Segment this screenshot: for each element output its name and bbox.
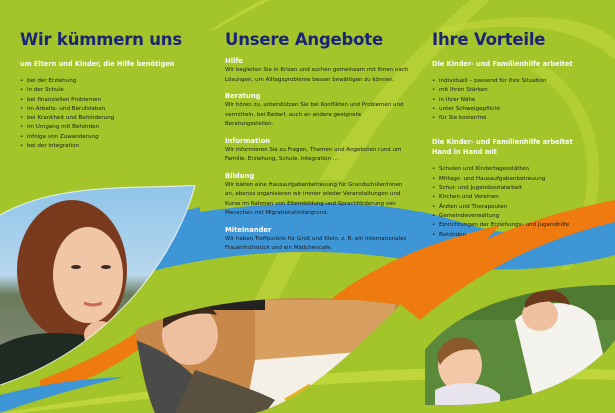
list-item: • bei der Erziehung: [20, 77, 205, 86]
section-text: Wir informieren Sie zu Fragen, Themen und Angeboten rund um Familie, Erziehung, Schule, Integration ...: [225, 146, 402, 162]
list-item: • bei finanziellen Problemen: [20, 96, 205, 105]
column-ihre-vorteile: [432, 30, 612, 240]
column3-title: Ihre Vorteile: [432, 30, 546, 49]
section-heading: Miteinander: [225, 225, 272, 234]
list-item: • Mittags- und Hausaufgabenbetreuung: [432, 175, 612, 184]
column1-subtitle: um Eltern und Kinder, die Hilfe benötigen: [20, 60, 175, 68]
section-bildung: [225, 171, 410, 219]
column3-list-1: [432, 77, 612, 123]
section-text: Wir hören zu, unterstützen Sie bei Konflikten und Problemen und vermitteln, bei Bedarf, auch an andere geeignete Beratungsstellen.: [225, 102, 404, 127]
column1-list: [20, 77, 205, 151]
section-heading: Hilfe: [225, 57, 243, 65]
list-item: • mit Ihren Stärken: [432, 86, 612, 95]
list-item: • für Sie kostenfrei: [432, 114, 612, 123]
section-heading: Beratung: [225, 92, 261, 100]
mother-daughter-photo: [425, 280, 615, 405]
column3-list-2: [432, 165, 612, 239]
list-item: • Kirchen und Vereinen: [432, 193, 612, 202]
list-item: • Einrichtungen der Erziehungs- und Jugendhilfe: [432, 221, 612, 230]
column1-title: Wir kümmern uns: [20, 30, 182, 49]
list-item: • im Umgang mit Behörden: [20, 123, 205, 132]
column2-title: Unsere Angebote: [225, 30, 383, 49]
list-item: • infolge von Zuwanderung: [20, 133, 205, 142]
column3-subtitle-2: [432, 137, 612, 157]
list-item: • unter Schweigepflicht: [432, 105, 612, 114]
list-item: • Schul- und Jugendsozialarbeit: [432, 184, 612, 193]
boy-homework-photo: [135, 290, 400, 413]
list-item: • in der Schule: [20, 86, 205, 95]
section-text: Wir begleiten Sie in Krisen und suchen gemeinsam mit Ihnen nach Lösungen, um Alltagsprobleme besser bewältigen zu können.: [225, 67, 409, 83]
section-text: Wir bieten eine Hausaufgabenbetreuung für Grundschüler/innen an, ebenso organisieren wir immer wieder Veranstaltungen und Kurse im Rahmen von Elternbildung und Sprachförderung von Menschen mit Migrationshintergrund.: [225, 181, 403, 216]
list-item: • Ärzten und Therapeuten: [432, 203, 612, 212]
column-wir-kuemmern-uns: [20, 30, 205, 151]
section-text: Wir haben Treffpunkte für Groß und Klein, z. B. ein internationales Frauenfrühstück und ein Mädchencafe.: [225, 235, 407, 251]
list-item: • individuell – passend für Ihre Situation: [432, 77, 612, 86]
list-item: • bei Krankheit und Behinderung: [20, 114, 205, 123]
section-heading: Information: [225, 136, 271, 145]
section-information: [225, 136, 410, 165]
list-item: • in Ihrer Nähe: [432, 96, 612, 105]
list-item: • Gemeindeverwaltung: [432, 212, 612, 221]
column3-subtitle-1: Die Kinder- und Familienhilfe arbeitet: [432, 60, 573, 68]
list-item: • Schulen und Kindertagesstätten: [432, 165, 612, 174]
section-beratung: [225, 91, 410, 130]
list-item: • im Arbeits- und Berufsleben: [20, 105, 205, 114]
section-heading: Bildung: [225, 171, 255, 180]
list-item: • bei der Integration: [20, 142, 205, 151]
section-hilfe: [225, 56, 410, 85]
subtitle-line: Hand in Hand mit: [432, 148, 497, 157]
section-miteinander: [225, 225, 410, 254]
column-unsere-angebote: [225, 30, 410, 254]
subtitle-line: Die Kinder- und Familienhilfe arbeitet: [432, 138, 573, 147]
list-item: • Behörden: [432, 231, 612, 240]
